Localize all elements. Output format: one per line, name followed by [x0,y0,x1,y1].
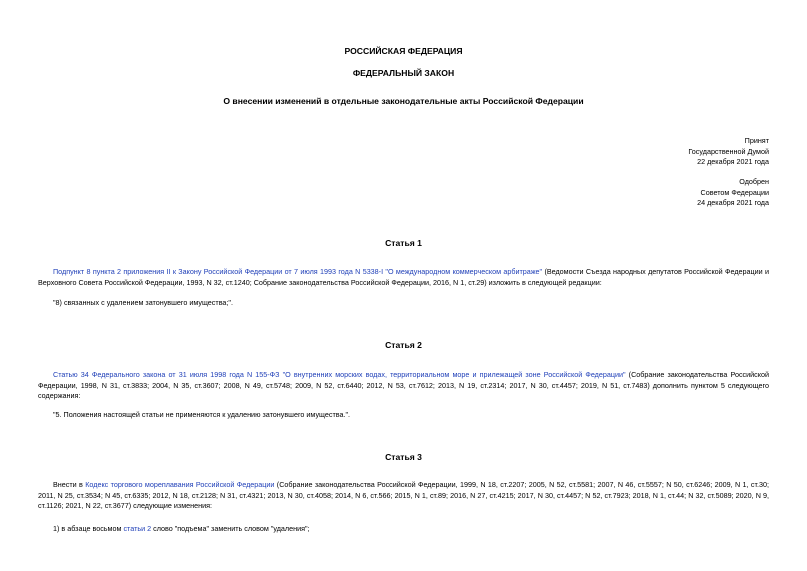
article-1-law-link[interactable]: Подпункт 8 пункта 2 приложения II к Закону Российской Федерации от 7 июля 1993 года N 5338-I "О международном коммерческом арбитраже" [53,267,543,276]
article-3-title: Статья 3 [385,452,422,462]
article-2-body: (Собрание законодательства Российской Федерации, 1998, N 31, ст.3833; 2004, N 35, ст.3607; 2008, N 49, ст.5748; 2009, N 52, ст.6440; 2012, N 53, ст.7612; 2013, N 19, ст.2314; 2017, N 30, ст.4457; 2019, N 51, ст.7483) дополнить пунктом 5 следующего содержания: [38,370,769,400]
article-2-quote: "5. Положения настоящей статьи не применяются к удалению затонувшего имущества.". [53,410,351,419]
article-1-body: (Ведомости Съезда народных депутатов Российской Федерации и Верховного Совета Российской Федерации, 1993, N 32, ст.1240; Собрание законодательства Российской Федерации, 2016, N 1, ст.29) изложить в следующей редакции: [38,267,770,287]
article-3-intro: Внести в [53,480,86,489]
accepted-date: 22 декабря 2021 года [697,157,769,166]
law-type-heading: ФЕДЕРАЛЬНЫЙ ЗАКОН [352,68,455,78]
article-3-code-link[interactable]: Кодекс торгового мореплавания Российской Федерации [85,480,275,489]
article-2-law-link[interactable]: Статью 34 Федерального закона от 31 июля 1998 года N 155-ФЗ "О внутренних морских водах, территориальном море и прилежащей зоне Российской Федерации" [53,370,626,379]
approved-label: Одобрен [739,177,769,186]
country-heading: РОССИЙСКАЯ ФЕДЕРАЦИЯ [344,46,463,56]
article-1-paragraph [38,267,769,288]
approved-date: 24 декабря 2021 года [697,198,769,207]
law-title: О внесении изменений в отдельные законодательные акты Российской Федерации [223,96,584,106]
article-2-title: Статья 2 [385,340,422,350]
article-1-quote: "8) связанных с удалением затонувшего имущества;". [53,298,233,307]
approved-by: Советом Федерации [700,187,769,197]
article-2-paragraph [38,370,769,402]
item-1-article-link[interactable]: статьи 2 [123,524,152,533]
item-1-prefix: 1) в абзаце восьмом [53,524,124,533]
article-1-title: Статья 1 [385,238,422,248]
item-1-suffix: слово "подъема" заменить словом "удаления"; [151,524,310,533]
article-3-item-1 [38,524,769,535]
accepted-label: Принят [744,136,769,145]
article-3-body: (Собрание законодательства Российской Федерации, 1999, N 18, ст.2207; 2005, N 52, ст.5581; 2007, N 46, ст.5557; N 50, ст.6246; 2009, N 1, ст.30; 2011, N 25, ст.3534; N 45, ст.6335; 2012, N 18, ст.2128; N 31, ст.4321; 2013, N 30, ст.4058; 2014, N 6, ст.566; 2015, N 1, ст.89; 2016, N 27, ст.4215; 2017, N 30, ст.4457; N 52, ст.7923; 2018, N 1, ст.44; N 32, ст.5089; 2020, N 9, ст.1126; 2021, N 22, ст.3677) следующие изменения: [38,480,769,510]
adoption-council [697,177,769,209]
adoption-duma [688,136,769,168]
article-3-paragraph [38,480,769,512]
accepted-by: Государственной Думой [688,146,769,156]
law-header [0,46,807,107]
